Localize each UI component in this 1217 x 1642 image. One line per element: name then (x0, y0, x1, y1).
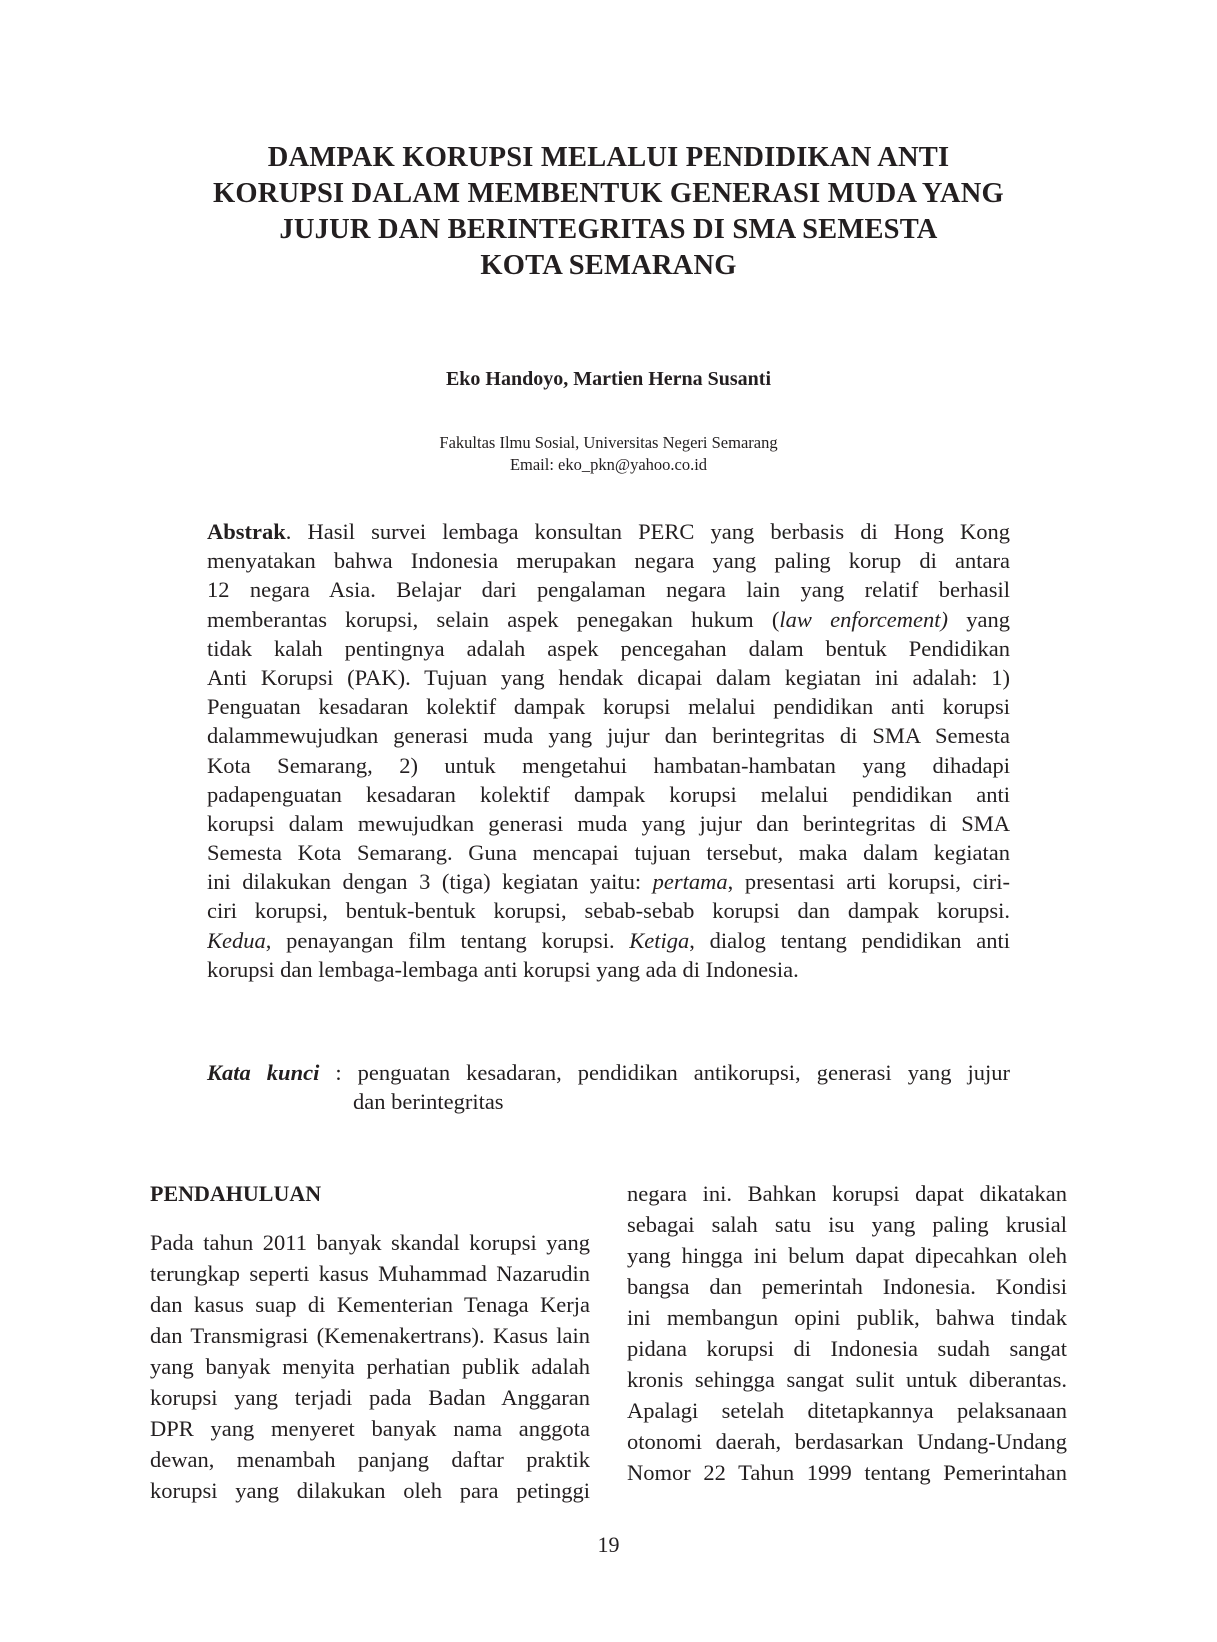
keywords-line: Kata kunci : penguatan kesadaran, pendidikan antikorupsi, generasi yang jujur (207, 1060, 1010, 1085)
body-line: dan Transmigrasi (Kemenakertrans). Kasus lain (150, 1323, 590, 1348)
ketiga-term: Ketiga (629, 927, 690, 953)
body-line: terungkap seperti kasus Muhammad Nazarudin (150, 1261, 590, 1286)
abstract-line: Kedua, penayangan film tentang korupsi. Ketiga, dialog tentang pendidikan anti (207, 927, 1010, 953)
keywords-line: dan berintegritas (353, 1089, 504, 1114)
body-line: bangsa dan pemerintah Indonesia. Kondisi (627, 1274, 1067, 1299)
affiliation-block (150, 432, 1067, 476)
title-line: KOTA SEMARANG (480, 250, 737, 281)
abstract-line: tidak kalah pentingnya adalah aspek pencegahan dalam bentuk Pendidikan (207, 635, 1010, 661)
paper-title (150, 140, 1067, 284)
body-line: sebagai salah satu isu yang paling krusial (627, 1212, 1067, 1237)
abstract-line: korupsi dan lembaga-lembaga anti korupsi yang ada di Indonesia. (207, 956, 799, 982)
abstract-line: Kota Semarang, 2) untuk mengetahui hambatan-hambatan yang dihadapi (207, 752, 1010, 778)
body-line: dan kasus suap di Kementerian Tenaga Kerja (150, 1292, 590, 1317)
left-column (150, 1178, 590, 1506)
email: Email: eko_pkn@yahoo.co.id (509, 455, 708, 474)
body-line: Apalagi setelah ditetapkannya pelaksanaan (627, 1398, 1067, 1423)
abstract-line: Penguatan kesadaran kolektif dampak korupsi melalui pendidikan anti korupsi (207, 694, 1010, 720)
body-line: korupsi yang dilakukan oleh para petinggi (150, 1478, 590, 1503)
keywords-label: Kata kunci (207, 1060, 320, 1085)
abstract-line: 12 negara Asia. Belajar dari pengalaman negara lain yang relatif berhasil (207, 577, 1010, 603)
body-line: negara ini. Bahkan korupsi dapat dikatakan (627, 1181, 1067, 1206)
body-line: yang banyak menyita perhatian publik adalah (150, 1354, 590, 1379)
page-number: 19 (597, 1532, 620, 1557)
abstract-line: ciri korupsi, bentuk-bentuk korupsi, sebab-sebab korupsi dan dampak korupsi. (207, 898, 1010, 924)
body-line: pidana korupsi di Indonesia sudah sangat (627, 1336, 1067, 1361)
title-line: JUJUR DAN BERINTEGRITAS DI SMA SEMESTA (279, 214, 938, 245)
body-line: Nomor 22 Tahun 1999 tentang Pemerintahan (627, 1460, 1067, 1485)
abstract-line: Abstrak. Hasil survei lembaga konsultan PERC yang berbasis di Hong Kong (207, 519, 1010, 544)
pertama-term: pertama (652, 869, 728, 895)
right-column (627, 1178, 1067, 1488)
abstract-line: memberantas korupsi, selain aspek penegakan hukum (law enforcement) yang (207, 606, 1010, 632)
body-line: ini membangun opini publik, bahwa tindak (627, 1305, 1067, 1330)
title-line: DAMPAK KORUPSI MELALUI PENDIDIKAN ANTI (267, 142, 950, 173)
affiliation: Fakultas Ilmu Sosial, Universitas Negeri Semarang (439, 433, 778, 452)
body-line: korupsi yang terjadi pada Badan Anggaran (150, 1385, 590, 1410)
section-heading: PENDAHULUAN (150, 1181, 322, 1206)
body-line: Pada tahun 2011 banyak skandal korupsi yang (150, 1230, 590, 1255)
abstract-line: dalammewujudkan generasi muda yang jujur dan berintegritas di SMA Semesta (207, 723, 1010, 749)
body-line: kronis sehingga sangat sulit untuk diberantas. (627, 1367, 1067, 1392)
authors: Eko Handoyo, Martien Herna Susanti (445, 368, 772, 390)
keywords (207, 1058, 1010, 1116)
title-line: KORUPSI DALAM MEMBENTUK GENERASI MUDA YANG (213, 178, 1004, 209)
law-enforcement-term: law enforcement) (779, 606, 949, 632)
abstract-line: ini dilakukan dengan 3 (tiga) kegiatan yaitu: pertama, presentasi arti korupsi, ciri- (207, 869, 1010, 895)
kedua-term: Kedua (207, 927, 266, 953)
abstract-line: Semesta Kota Semarang. Guna mencapai tujuan tersebut, maka dalam kegiatan (207, 840, 1010, 866)
body-line: dewan, menambah panjang daftar praktik (150, 1447, 590, 1472)
abstract-line: menyatakan bahwa Indonesia merupakan negara yang paling korup di antara (207, 548, 1010, 574)
body-line: DPR yang menyeret banyak nama anggota (150, 1416, 590, 1441)
abstract-line: padapenguatan kesadaran kolektif dampak korupsi melalui pendidikan anti (207, 781, 1010, 807)
abstract-label: Abstrak (207, 519, 286, 544)
abstract-line: korupsi dalam mewujudkan generasi muda yang jujur dan berintegritas di SMA (207, 810, 1010, 836)
body-line: yang hingga ini belum dapat dipecahkan oleh (627, 1243, 1067, 1268)
abstract-line: Anti Korupsi (PAK). Tujuan yang hendak dicapai dalam kegiatan ini adalah: 1) (207, 664, 1010, 690)
body-line: otonomi daerah, berdasarkan Undang-Undang (627, 1429, 1067, 1454)
abstract (207, 517, 1010, 984)
